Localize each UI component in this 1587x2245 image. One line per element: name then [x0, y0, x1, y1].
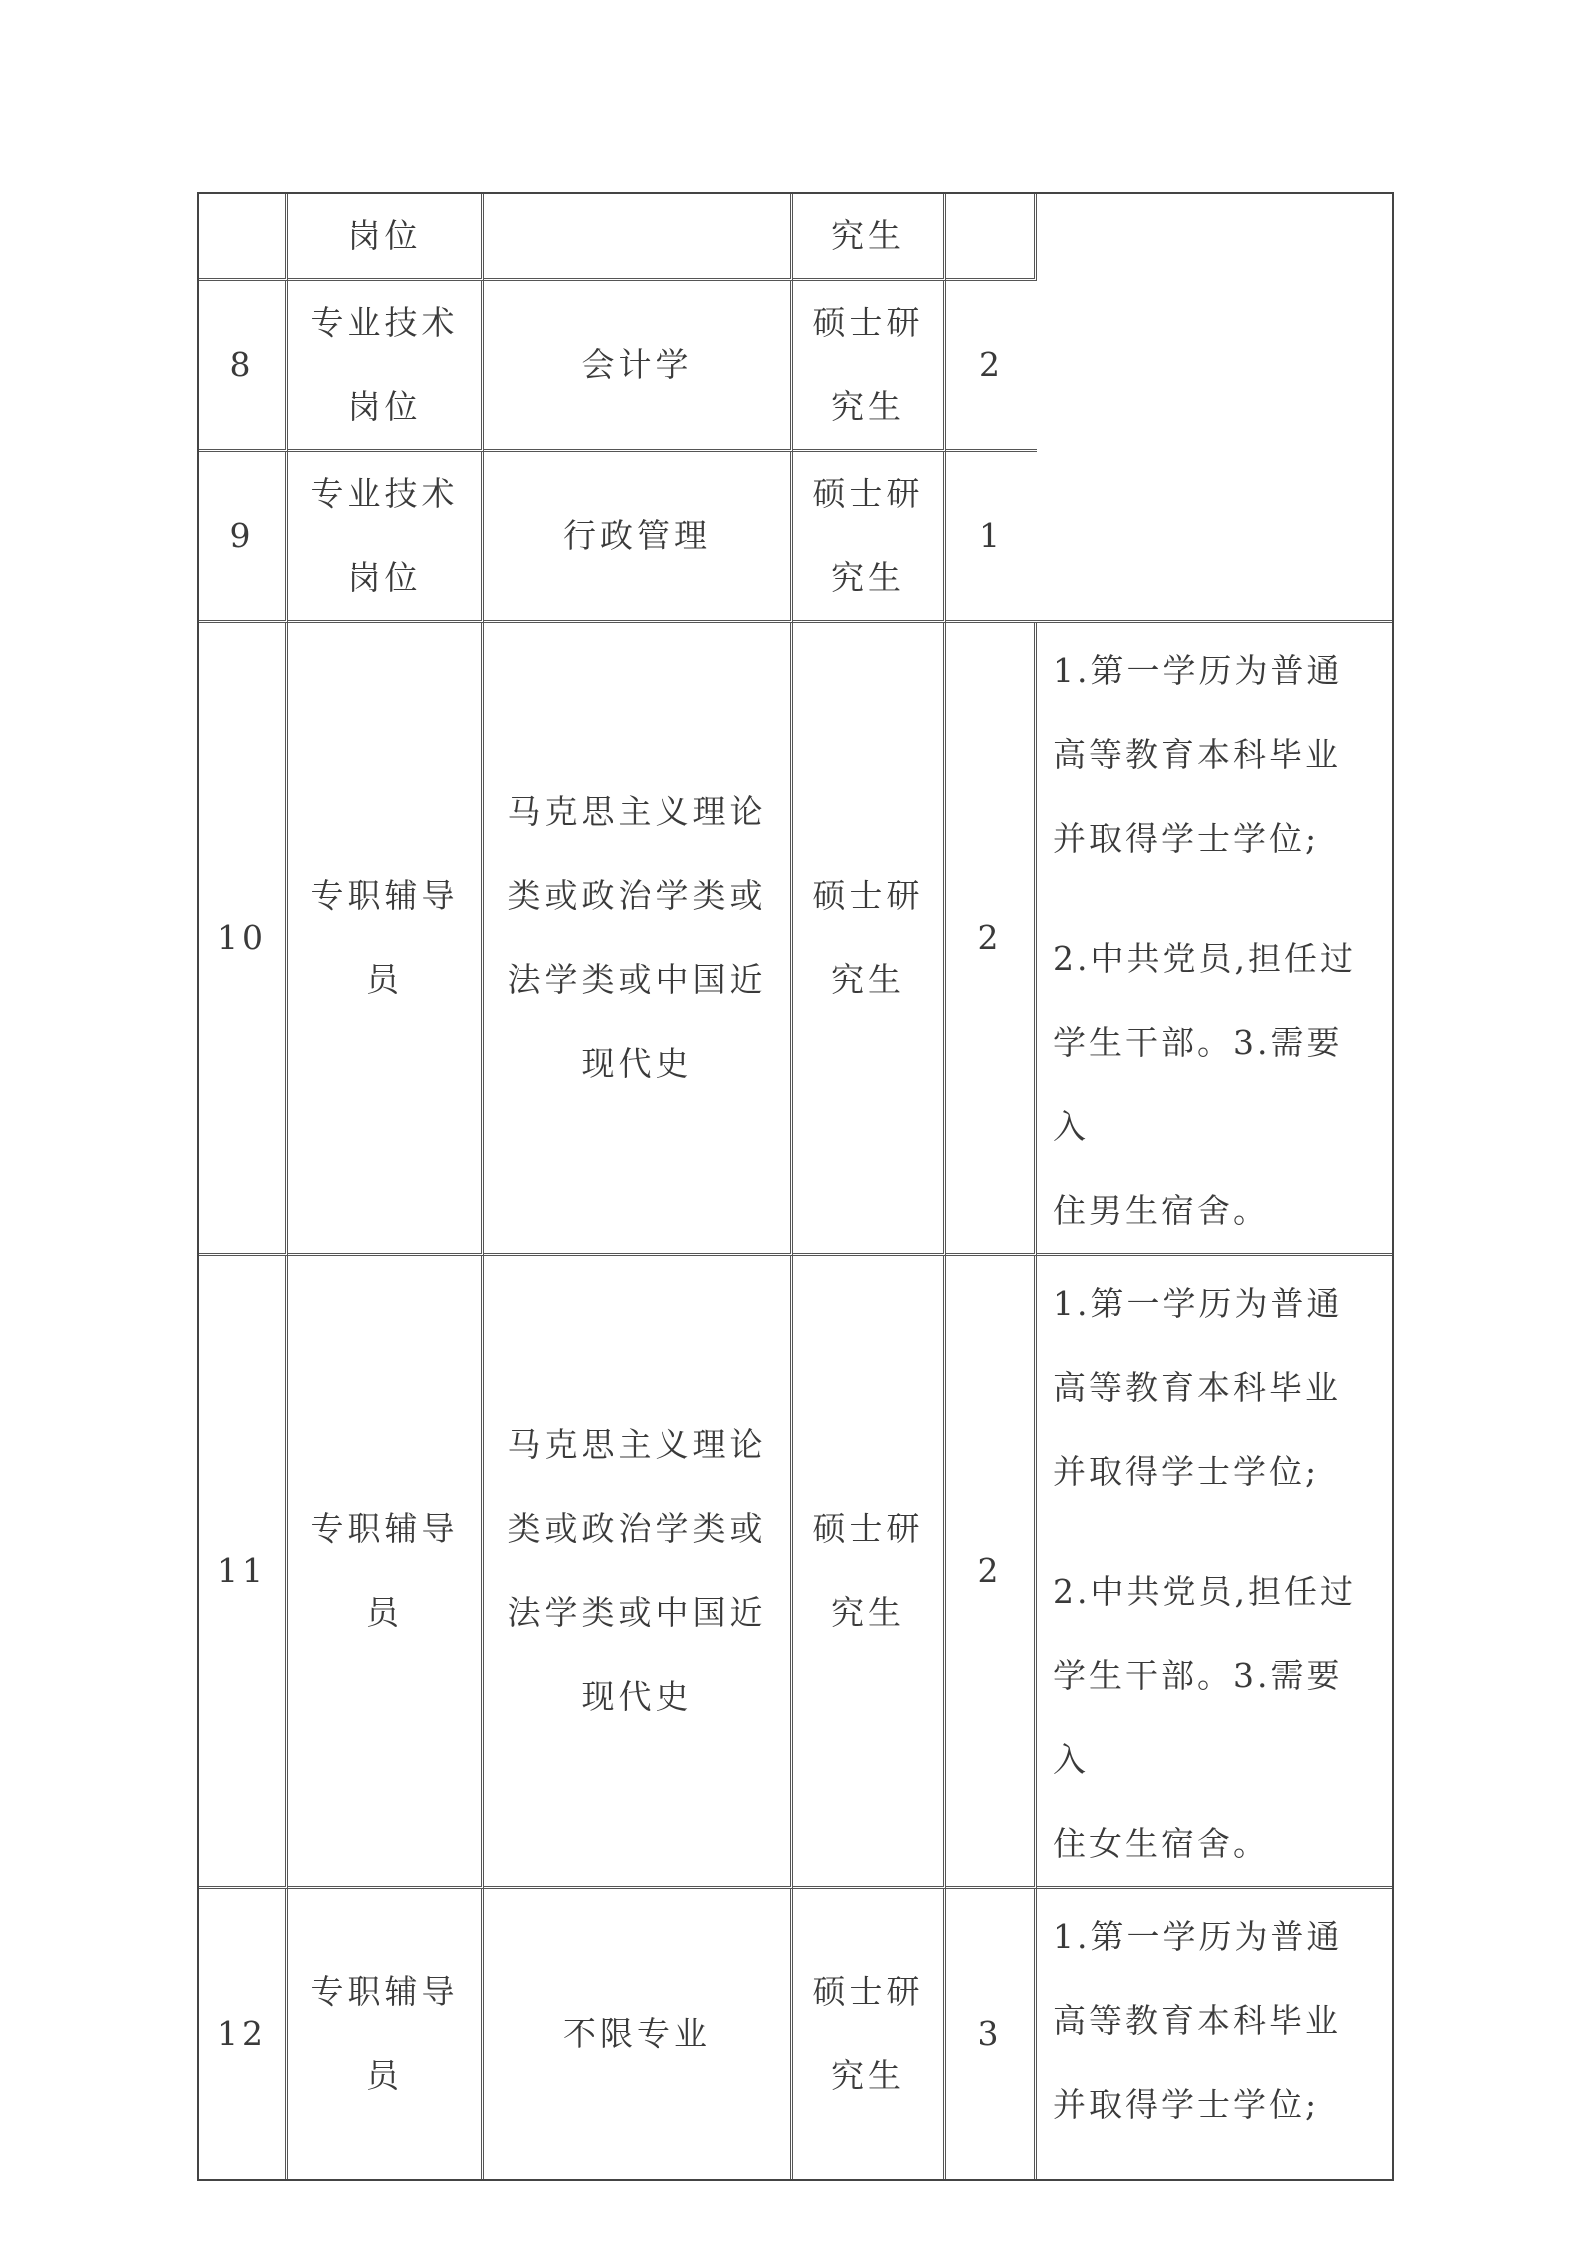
cell-no: 11: [199, 1256, 288, 1889]
cell-requirements: [1037, 1256, 1392, 1889]
education-line: 硕士研: [812, 1972, 924, 2011]
cell-education: 究生: [793, 194, 946, 281]
major-line: 法学类或中国近: [507, 960, 767, 999]
cell-requirements: [1037, 623, 1392, 1256]
requirement-line: 2.中共党员,担任过: [1053, 939, 1356, 978]
cell-count: 2: [946, 281, 1037, 452]
cell-major: [484, 194, 793, 281]
position-line: 岗位: [347, 558, 422, 597]
paragraph-gap: [1053, 881, 1378, 917]
education-line: 硕士研: [812, 876, 924, 915]
cell-count: 2: [946, 623, 1037, 1256]
requirement-line: 学生干部。3.需要入: [1053, 1023, 1343, 1146]
position-line: 专职辅导: [310, 1972, 459, 2011]
requirement-line: 并取得学士学位;: [1053, 819, 1320, 858]
education-line: 硕士研: [812, 474, 924, 513]
cell-major: 会计学: [484, 281, 793, 452]
cell-education: [793, 281, 946, 452]
position-line: 员: [366, 1593, 403, 1632]
requirement-line: 学生干部。3.需要入: [1053, 1656, 1343, 1779]
paragraph-gap: [1053, 1514, 1378, 1550]
cell-no: 8: [199, 281, 288, 452]
cell-position: [288, 281, 484, 452]
position-line: 岗位: [347, 387, 422, 426]
position-line: 员: [366, 2056, 403, 2095]
requirement-line: 并取得学士学位;: [1053, 2085, 1320, 2124]
position-line: 员: [366, 960, 403, 999]
cell-education: [793, 452, 946, 623]
cell-requirements-empty: [1037, 194, 1392, 623]
requirement-line: 高等教育本科毕业: [1053, 2001, 1341, 2040]
requirement-line: 2.中共党员,担任过: [1053, 1572, 1356, 1611]
cell-major: [484, 623, 793, 1256]
cell-education: [793, 1889, 946, 2179]
cell-no: [199, 194, 288, 281]
table-row: [199, 1256, 1392, 1889]
table-row: [199, 623, 1392, 1256]
education-line: 究生: [831, 387, 905, 426]
major-line: 法学类或中国近: [507, 1593, 767, 1632]
cell-position: [288, 452, 484, 623]
cell-position: [288, 623, 484, 1256]
cell-education: [793, 1256, 946, 1889]
requirement-line: 1.第一学历为普通: [1053, 1917, 1343, 1956]
cell-major: [484, 1256, 793, 1889]
education-line: 究生: [831, 558, 905, 597]
education-line: 究生: [831, 2056, 905, 2095]
cell-count: 2: [946, 1256, 1037, 1889]
education-line: 硕士研: [812, 1509, 924, 1548]
requirement-line: 1.第一学历为普通: [1053, 1284, 1343, 1323]
education-line: 究生: [831, 1593, 905, 1632]
education-line: 究生: [831, 960, 905, 999]
education-line: 硕士研: [812, 303, 924, 342]
major-line: 类或政治学类或: [507, 1509, 767, 1548]
cell-count: 1: [946, 452, 1037, 623]
cell-major: 行政管理: [484, 452, 793, 623]
major-line: 马克思主义理论: [507, 1425, 767, 1464]
cell-position: [288, 1889, 484, 2179]
recruitment-table: [197, 192, 1394, 2181]
cell-position: 岗位: [288, 194, 484, 281]
major-line: 现代史: [581, 1044, 693, 1083]
position-line: 专业技术: [310, 474, 459, 513]
requirement-line: 1.第一学历为普通: [1053, 651, 1343, 690]
position-line: 专职辅导: [310, 1509, 459, 1548]
requirement-line: 住男生宿舍。: [1053, 1191, 1269, 1230]
major-line: 现代史: [581, 1677, 693, 1716]
cell-education: [793, 623, 946, 1256]
requirement-line: 高等教育本科毕业: [1053, 735, 1341, 774]
cell-requirements: [1037, 1889, 1392, 2179]
cell-no: 10: [199, 623, 288, 1256]
cell-no: 12: [199, 1889, 288, 2179]
cell-count: [946, 194, 1037, 281]
requirement-line: 并取得学士学位;: [1053, 1452, 1320, 1491]
table-row: [199, 1889, 1392, 2179]
requirement-line: 住女生宿舍。: [1053, 1824, 1269, 1863]
requirement-line: 高等教育本科毕业: [1053, 1368, 1341, 1407]
position-line: 专职辅导: [310, 876, 459, 915]
table-row-continued: [199, 194, 1392, 281]
cell-no: 9: [199, 452, 288, 623]
position-line: 专业技术: [310, 303, 459, 342]
cell-position: [288, 1256, 484, 1889]
major-line: 类或政治学类或: [507, 876, 767, 915]
cell-count: 3: [946, 1889, 1037, 2179]
major-line: 马克思主义理论: [507, 792, 767, 831]
cell-major: 不限专业: [484, 1889, 793, 2179]
